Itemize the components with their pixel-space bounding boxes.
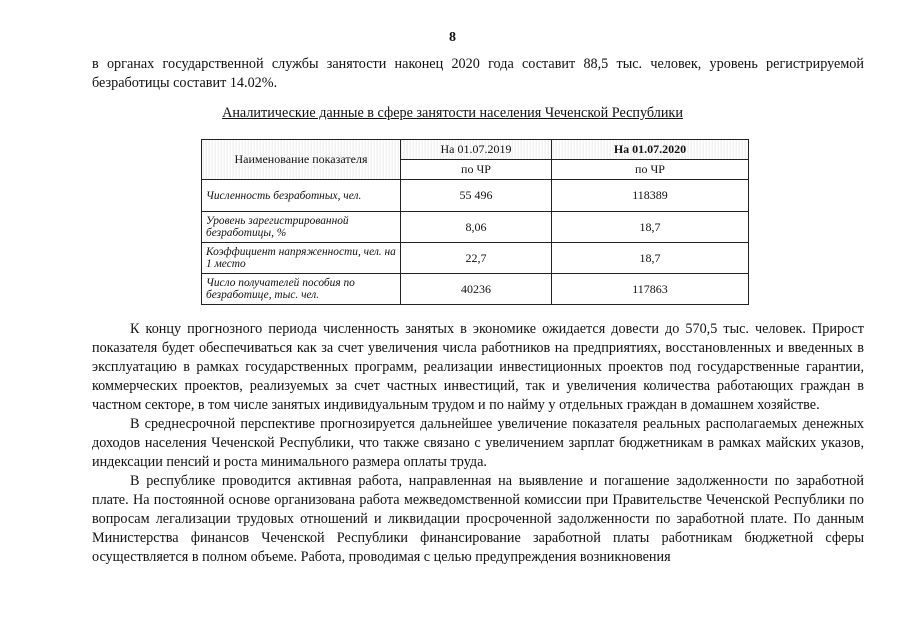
row-value-2019: 22,7 bbox=[400, 243, 551, 274]
row-value-2020: 117863 bbox=[552, 274, 749, 305]
paragraph-income-forecast: В среднесрочной перспективе прогнозируется дальнейшее увеличение показателя реальных располагаемых денежных доходов населения Чеченской Республики, что также связано с увеличением зарплат бюджетникам в рамках майских указов, индексации пенсий и роста минимального размера оплаты труда. bbox=[92, 416, 864, 470]
header-indicator-name: Наименование показателя bbox=[202, 140, 401, 180]
table-title: Аналитические данные в сфере занятости населения Чеченской Республики bbox=[222, 105, 683, 121]
row-label: Численность безработных, чел. bbox=[202, 180, 401, 212]
row-label: Число получателей пособия по безработице, тыс. чел. bbox=[202, 274, 401, 305]
header-date-2019: На 01.07.2019 bbox=[400, 140, 551, 160]
row-value-2020: 18,7 bbox=[552, 243, 749, 274]
paragraph-wage-arrears: В республике проводится активная работа, направленная на выявление и погашение задолженности по заработной плате. На постоянной основе организована работа межведомственной комиссии при Правительстве Чеченской Республики по вопросам легализации трудовых отношений и ликвидации просроченной задолженности по заработной плате. По данным Министерства финансов Чеченской Республики финансирование заработной платы работникам бюджетной сферы осуществляется в полном объеме. Работа, проводимая с целью предупреждения возникновения bbox=[92, 473, 864, 565]
row-value-2020: 18,7 bbox=[552, 212, 749, 243]
table-row bbox=[202, 212, 749, 243]
row-value-2019: 55 496 bbox=[400, 180, 551, 212]
page-number: 8 bbox=[449, 30, 456, 45]
row-value-2019: 40236 bbox=[400, 274, 551, 305]
row-value-2020: 118389 bbox=[552, 180, 749, 212]
intro-paragraph: в органах государственной службы занятости наконец 2020 года составит 88,5 тыс. человек, уровень регистрируемой безработицы составит 14.02%. bbox=[92, 56, 864, 91]
header-date-2020: На 01.07.2020 bbox=[552, 140, 749, 160]
row-value-2019: 8,06 bbox=[400, 212, 551, 243]
employment-table bbox=[201, 139, 749, 305]
table-row bbox=[202, 274, 749, 305]
row-label: Коэффициент напряженности, чел. на 1 место bbox=[202, 243, 401, 274]
table-row bbox=[202, 180, 749, 212]
header-sub-2019: по ЧР bbox=[400, 160, 551, 180]
table-row bbox=[202, 243, 749, 274]
header-sub-2020: по ЧР bbox=[552, 160, 749, 180]
paragraph-employment-forecast: К концу прогнозного периода численность занятых в экономике ожидается довести до 570,5 тыс. человек. Прирост показателя будет обеспечиваться как за счет увеличения числа работников на предприятиях, восстановленных и введенных в эксплуатацию в рамках государственных программ, реализации инвестиционных проектов под государственные гарантии, коммерческих проектов, реализуемых за счет частных инвестиций, так и увеличения количества работающих граждан в частном секторе, в том числе занятых индивидуальным трудом и по найму у отдельных граждан в домашнем хозяйстве. bbox=[92, 321, 864, 413]
row-label: Уровень зарегистрированной безработицы, % bbox=[202, 212, 401, 243]
